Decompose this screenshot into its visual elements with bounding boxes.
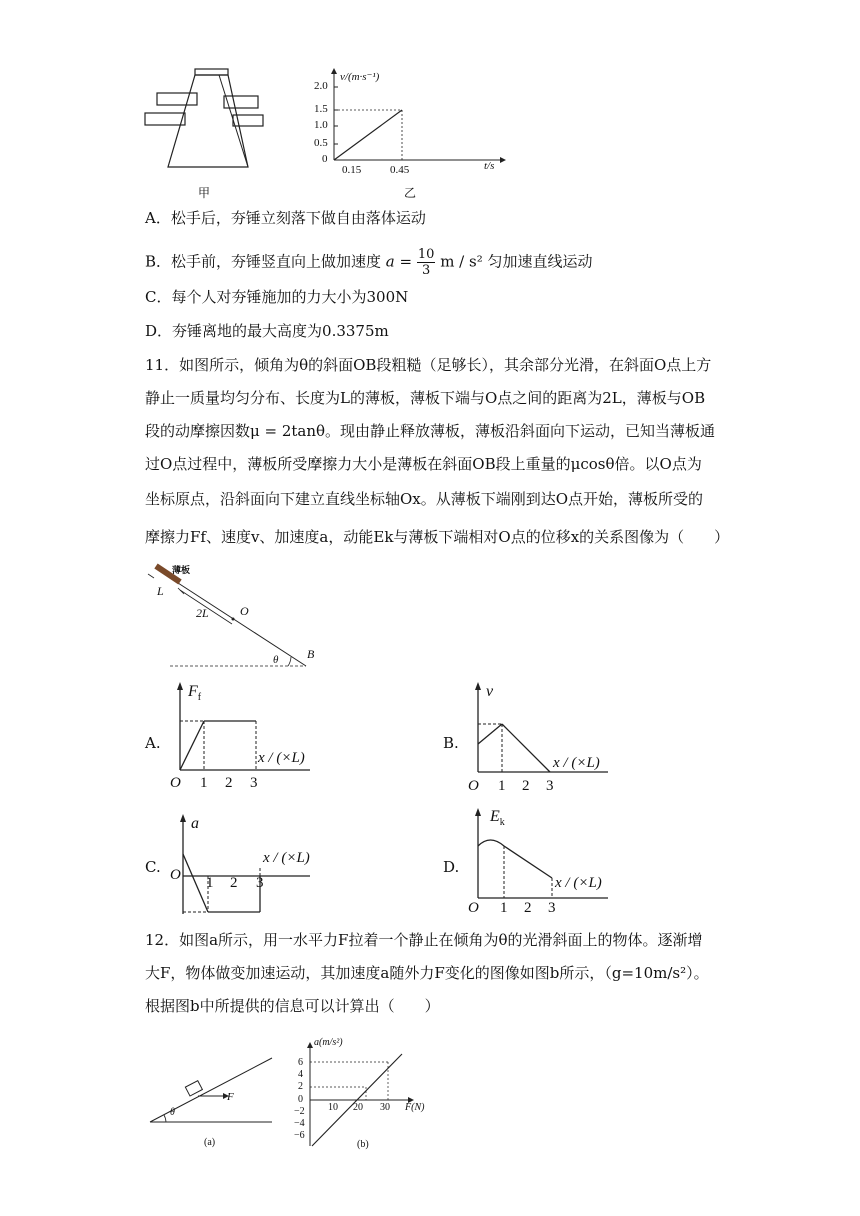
q11-fig-2L: 2L <box>196 606 209 620</box>
vt-ytick-0: 0 <box>322 153 328 165</box>
q12-fig-a-theta: θ <box>170 1107 175 1118</box>
q11d-ylabel: $E_k$ <box>490 808 505 829</box>
q11-line-5: 坐标原点，沿斜面向下建立直线坐标轴Ox。从薄板下端刚到达O点开始，薄板所受的 <box>145 490 704 508</box>
q11c-origin: O <box>170 867 181 883</box>
q10-option-c: C．每个人对夯锤施加的力大小为300N <box>145 288 409 306</box>
vt-ytick-2.0: 2.0 <box>314 80 328 92</box>
q11b-ylabel: v <box>486 683 494 700</box>
q11a-origin: O <box>170 775 181 791</box>
q11-option-d-label: D. <box>443 858 460 876</box>
q11b-xlabel: x / (×L) <box>553 755 600 771</box>
q12-fig-b-graph <box>290 1036 420 1156</box>
q12b-xtick-20: 20 <box>353 1102 363 1113</box>
q11-option-c-label: C. <box>145 858 161 876</box>
fig-jia-hammer <box>140 68 270 203</box>
q12b-ytick-4: 4 <box>298 1069 303 1080</box>
q11d-tick-1: 1 <box>500 900 508 916</box>
q11-fig-theta: θ <box>273 654 279 666</box>
q12b-ytick-6: 6 <box>298 1057 303 1068</box>
q11c-xlabel: x / (×L) <box>263 850 310 866</box>
q11-fig-L: L <box>157 584 164 598</box>
q12-fig-a-incline <box>140 1054 280 1134</box>
q11-line-1: 11．如图所示，倾角为θ的斜面OB段粗糙（足够长），其余部分光滑，在斜面O点上方 <box>145 356 712 374</box>
q11-fig-board-label: 薄板 <box>172 565 191 575</box>
vt-ytick-1.0: 1.0 <box>314 119 328 131</box>
q11-line-4: 过O点过程中，薄板所受摩擦力大小是薄板在斜面OB段上重量的μcosθ倍。以O点为 <box>145 455 702 473</box>
q12b-xtick-30: 30 <box>380 1102 390 1113</box>
q12b-ytick-m4: −4 <box>294 1118 305 1129</box>
q11d-tick-3: 3 <box>548 900 556 916</box>
q10-option-a: A．松手后，夯锤立刻落下做自由落体运动 <box>145 209 426 227</box>
q11a-tick-3: 3 <box>250 775 258 791</box>
q11-fig-B: B <box>307 647 315 661</box>
vt-xtick-0.45: 0.45 <box>390 164 410 176</box>
q11d-xlabel: x / (×L) <box>555 875 602 891</box>
q11-fig-O: O <box>240 604 249 618</box>
q11a-xlabel: x / (×L) <box>258 750 305 766</box>
q12b-ytick-m6: −6 <box>294 1130 305 1141</box>
vt-xlabel: t/s <box>484 160 495 172</box>
q11b-tick-2: 2 <box>522 778 530 794</box>
vt-ytick-0.5: 0.5 <box>314 137 328 149</box>
q12b-xtick-10: 10 <box>328 1102 338 1113</box>
q11-line-2: 静止一质量均匀分布、长度为L的薄板，薄板下端与O点之间的距离为2L，薄板与OB <box>145 389 706 407</box>
q10-option-b: B．松手前，夯锤竖直向上做加速度 a = $\frac{10}{3}$ m / s² 匀加速直线运动 <box>145 247 593 278</box>
q11c-tick-3: 3 <box>256 875 264 891</box>
q10-option-d: D．夯锤离地的最大高度为0.3375m <box>145 322 389 340</box>
q12b-ytick-0: 0 <box>298 1094 303 1105</box>
q12-line-3: 根据图b中所提供的信息可以计算出（ ） <box>145 997 440 1015</box>
vt-ytick-1.5: 1.5 <box>314 103 328 115</box>
q11d-tick-2: 2 <box>524 900 532 916</box>
q11b-tick-3: 3 <box>546 778 554 794</box>
q11c-tick-2: 2 <box>230 875 238 891</box>
q11c-tick-1: 1 <box>206 875 214 891</box>
q12-line-2: 大F，物体做变加速运动，其加速度a随外力F变化的图像如图b所示，（g=10m/s²）。 <box>145 964 709 982</box>
vt-xtick-0.15: 0.15 <box>342 164 362 176</box>
q11-option-a-label: A. <box>145 734 161 752</box>
q11-line-6: 摩擦力Ff、速度v、加速度a，动能Ek与薄板下端相对O点的位移x的关系图像为（ ） <box>145 528 730 546</box>
q11b-origin: O <box>468 778 479 794</box>
q12b-ytick-2: 2 <box>298 1081 303 1092</box>
caption-jia: 甲 <box>198 186 211 200</box>
q12-line-1: 12．如图a所示，用一水平力F拉着一个静止在倾角为θ的光滑斜面上的物体。逐渐增 <box>145 931 703 949</box>
q11a-tick-2: 2 <box>225 775 233 791</box>
caption-yi: 乙 <box>404 186 417 200</box>
q11-option-b-label: B. <box>443 734 459 752</box>
q11a-ylabel: $F_f$ <box>188 683 202 704</box>
q12-fig-a-F: F <box>227 1091 234 1103</box>
q11d-origin: O <box>468 900 479 916</box>
vt-ylabel: v/(m·s⁻¹) <box>340 71 380 83</box>
q11c-ylabel: a <box>191 815 199 832</box>
q11a-tick-1: 1 <box>200 775 208 791</box>
q12b-ylabel: a(m/s²) <box>314 1037 343 1048</box>
q11-line-3: 段的动摩擦因数μ = 2tanθ。现由静止释放薄板，薄板沿斜面向下运动，已知当薄板通 <box>145 422 716 440</box>
q12b-ytick-m2: −2 <box>294 1106 305 1117</box>
q12b-caption: (b) <box>357 1139 369 1150</box>
q11b-tick-1: 1 <box>498 778 506 794</box>
q12-fig-a-caption: (a) <box>204 1137 216 1148</box>
q12b-xlabel: F(N) <box>405 1102 425 1113</box>
